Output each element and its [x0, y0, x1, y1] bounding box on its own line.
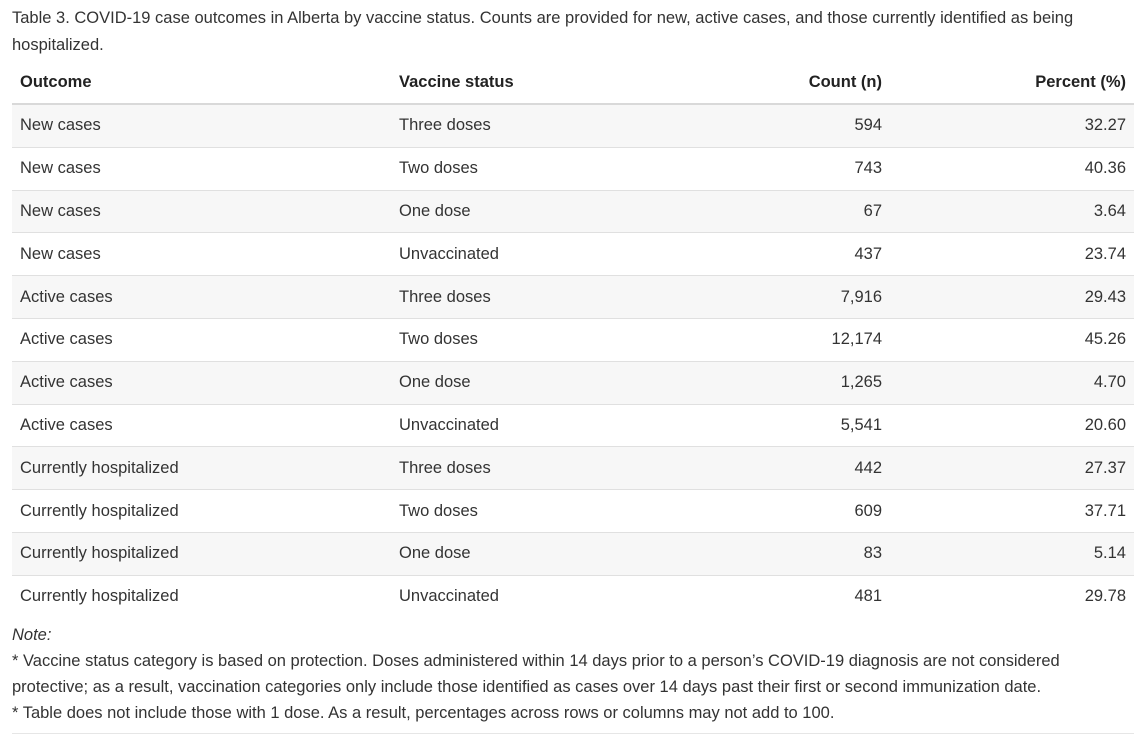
table-notes: [12, 622, 1134, 726]
cell-outcome: Currently hospitalized: [12, 447, 391, 490]
note-title: Note:: [12, 625, 52, 644]
cell-vaccine-status: One dose: [391, 190, 770, 233]
cell-percent: 45.26: [890, 318, 1134, 361]
cell-percent: 20.60: [890, 404, 1134, 447]
cell-percent: 40.36: [890, 147, 1134, 190]
cell-percent: 37.71: [890, 490, 1134, 533]
cell-vaccine-status: Unvaccinated: [391, 575, 770, 617]
cell-count: 437: [770, 233, 890, 276]
cell-percent: 23.74: [890, 233, 1134, 276]
cell-count: 12,174: [770, 318, 890, 361]
cell-percent: 32.27: [890, 104, 1134, 147]
cell-count: 67: [770, 190, 890, 233]
note-item: * Table does not include those with 1 dose. As a result, percentages across rows or columns may not add to 100.: [12, 703, 835, 722]
divider: [12, 733, 1134, 734]
cell-vaccine-status: Three doses: [391, 447, 770, 490]
cell-percent: 3.64: [890, 190, 1134, 233]
header-row: [12, 61, 1134, 104]
cell-vaccine-status: Three doses: [391, 276, 770, 319]
table-row: [12, 532, 1134, 575]
cell-outcome: Active cases: [12, 361, 391, 404]
table-row: [12, 318, 1134, 361]
cell-outcome: Currently hospitalized: [12, 575, 391, 617]
cell-vaccine-status: Unvaccinated: [391, 404, 770, 447]
table-row: [12, 233, 1134, 276]
cell-outcome: Currently hospitalized: [12, 490, 391, 533]
cell-vaccine-status: One dose: [391, 361, 770, 404]
header-count: Count (n): [770, 61, 890, 104]
cell-count: 743: [770, 147, 890, 190]
cell-outcome: New cases: [12, 233, 391, 276]
table-row: [12, 190, 1134, 233]
table-row: [12, 575, 1134, 617]
cell-count: 5,541: [770, 404, 890, 447]
cell-count: 594: [770, 104, 890, 147]
cell-outcome: Active cases: [12, 318, 391, 361]
cell-percent: 4.70: [890, 361, 1134, 404]
cell-count: 83: [770, 532, 890, 575]
table-row: [12, 361, 1134, 404]
cell-percent: 29.43: [890, 276, 1134, 319]
cell-count: 7,916: [770, 276, 890, 319]
cell-outcome: Currently hospitalized: [12, 532, 391, 575]
header-percent: Percent (%): [890, 61, 1134, 104]
table-header: [12, 61, 1134, 104]
cell-outcome: New cases: [12, 190, 391, 233]
cell-count: 481: [770, 575, 890, 617]
cell-percent: 5.14: [890, 532, 1134, 575]
table-row: [12, 147, 1134, 190]
cell-outcome: Active cases: [12, 276, 391, 319]
cell-percent: 27.37: [890, 447, 1134, 490]
cell-vaccine-status: Two doses: [391, 147, 770, 190]
cell-vaccine-status: One dose: [391, 532, 770, 575]
cell-outcome: New cases: [12, 147, 391, 190]
table-row: [12, 447, 1134, 490]
cell-vaccine-status: Three doses: [391, 104, 770, 147]
table-caption: Table 3. COVID-19 case outcomes in Alberta by vaccine status. Counts are provided for new, active cases, and those currently identified as being hospitalized.: [12, 9, 1074, 54]
cell-count: 442: [770, 447, 890, 490]
cell-percent: 29.78: [890, 575, 1134, 617]
header-outcome: Outcome: [12, 61, 391, 104]
cell-vaccine-status: Two doses: [391, 490, 770, 533]
note-item: * Vaccine status category is based on protection. Doses administered within 14 days prior to a person’s COVID-19 diagnosis are not considered protective; as a result, vaccination categories only include those identified as cases over 14 days past their first or second immunization date.: [12, 651, 1060, 696]
cell-outcome: Active cases: [12, 404, 391, 447]
table-row: [12, 490, 1134, 533]
cell-count: 609: [770, 490, 890, 533]
header-vaccine-status: Vaccine status: [391, 61, 770, 104]
outcomes-table: [12, 61, 1134, 618]
cell-vaccine-status: Unvaccinated: [391, 233, 770, 276]
cell-count: 1,265: [770, 361, 890, 404]
table-row: [12, 404, 1134, 447]
table-body: [12, 104, 1134, 618]
table-row: [12, 104, 1134, 147]
cell-outcome: New cases: [12, 104, 391, 147]
cell-vaccine-status: Two doses: [391, 318, 770, 361]
table-row: [12, 276, 1134, 319]
document: [12, 5, 1134, 726]
